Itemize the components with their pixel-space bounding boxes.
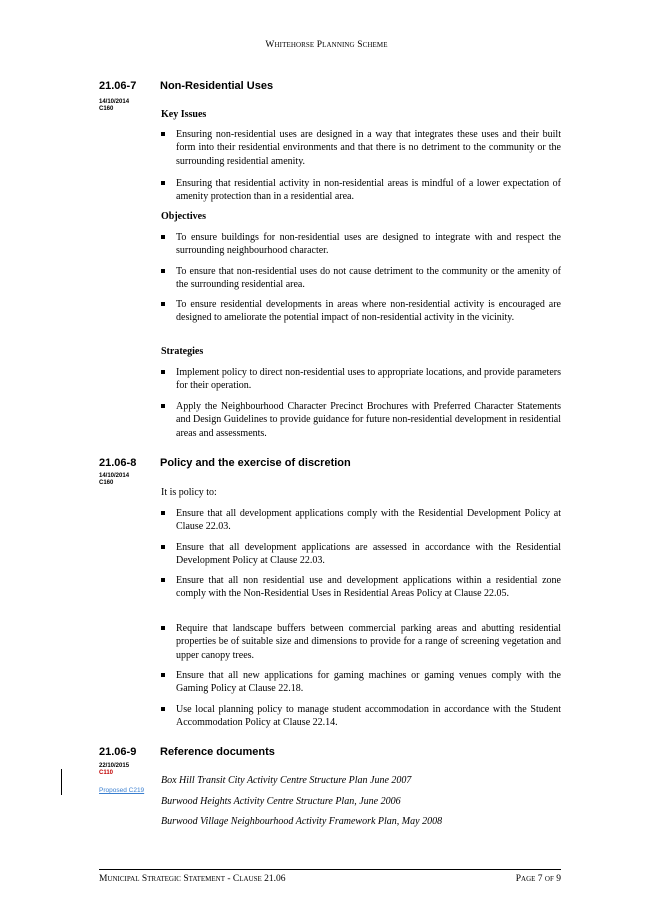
section-meta [99, 99, 129, 113]
list-item: Ensuring non-residential uses are designed in a way that integrates these uses and their built form into their residential environments and that there is no detriment to the community or the surrounding residential amenity. [161, 128, 561, 168]
bullet-icon [161, 578, 165, 582]
intro-text: It is policy to: [161, 487, 217, 498]
strategies-heading: Strategies [161, 346, 204, 357]
objectives-heading: Objectives [161, 211, 206, 222]
page-number: Page 7 of 9 [515, 874, 561, 884]
list-item: Ensure that all new applications for gaming machines or gaming venues comply with the Gaming Policy at Clause 22.18. [161, 669, 561, 696]
list-item: Implement policy to direct non-residential uses to appropriate locations, and provide parameters for their operation. [161, 366, 561, 393]
section-meta [99, 763, 129, 777]
page-header: Whitehorse Planning Scheme [265, 40, 388, 50]
bullet-icon [161, 511, 165, 515]
section-amendment: C160 [99, 106, 114, 112]
list-item: Ensure that all development applications comply with the Residential Development Policy at Clause 22.03. [161, 507, 561, 534]
reference-item: Box Hill Transit City Activity Centre Structure Plan June 2007 [161, 775, 412, 786]
section-number: 21.06-9 [99, 746, 137, 758]
change-bar [61, 769, 62, 795]
bullet-icon [161, 235, 165, 239]
bullet-icon [161, 132, 165, 136]
list-item: To ensure residential developments in areas where non-residential activity is encouraged are designed to ameliorate the potential impact of non-residential activity in the vicinity. [161, 298, 561, 325]
bullet-icon [161, 626, 165, 630]
section-title: Policy and the exercise of discretion [160, 457, 351, 469]
footer-title: Municipal Strategic Statement - Clause 21.06 [99, 874, 286, 884]
section-date: 22/10/2015 [99, 763, 130, 769]
list-item: To ensure that non-residential uses do not cause detriment to the community or the amenity of the surrounding residential area. [161, 265, 561, 292]
reference-item: Burwood Village Neighbourhood Activity Framework Plan, May 2008 [161, 816, 443, 827]
list-item: Ensuring that residential activity in non-residential areas is mindful of a lower expectation of amenity protection than in a residential area. [161, 177, 561, 204]
section-title: Reference documents [160, 746, 275, 758]
list-item: Ensure that all non residential use and development applications within a residential zone comply with the Non-Residential Uses in Residential Areas Policy at Clause 22.05. [161, 574, 561, 601]
bullet-icon [161, 673, 165, 677]
reference-item: Burwood Heights Activity Centre Structure Plan, June 2006 [161, 796, 401, 807]
section-date: 14/10/2014 [99, 99, 130, 105]
list-item: Use local planning policy to manage student accommodation in accordance with the Student Accommodation Policy at Clause 22.14. [161, 703, 561, 730]
proposed-amendment-link[interactable]: Proposed C219 [99, 787, 145, 794]
bullet-icon [161, 302, 165, 306]
bullet-icon [161, 545, 165, 549]
bullet-icon [161, 181, 165, 185]
section-number: 21.06-8 [99, 457, 137, 469]
section-title: Non-Residential Uses [160, 80, 274, 92]
list-item: To ensure buildings for non-residential uses are designed to integrate with and respect the surrounding neighbourhood character. [161, 231, 561, 258]
bullet-icon [161, 404, 165, 408]
bullet-icon [161, 370, 165, 374]
section-amendment: C160 [99, 480, 114, 486]
section-amendment: C110 [99, 770, 114, 776]
section-number: 21.06-7 [99, 80, 137, 92]
key-issues-heading: Key Issues [161, 109, 207, 120]
list-item: Apply the Neighbourhood Character Precinct Brochures with Preferred Character Statements and Design Guidelines to provide guidance for future non-residential development in residential areas and assessments. [161, 400, 561, 440]
list-item: Require that landscape buffers between commercial parking areas and abutting residential properties be of suitable size and dimensions to provide for a range of screening vegetation and upper canopy trees. [161, 622, 561, 662]
list-item: Ensure that all development applications are assessed in accordance with the Residential Development Policy at Clause 22.03. [161, 541, 561, 568]
bullet-icon [161, 707, 165, 711]
footer-divider [99, 869, 561, 870]
section-date: 14/10/2014 [99, 473, 130, 479]
bullet-icon [161, 269, 165, 273]
section-meta [99, 473, 129, 487]
